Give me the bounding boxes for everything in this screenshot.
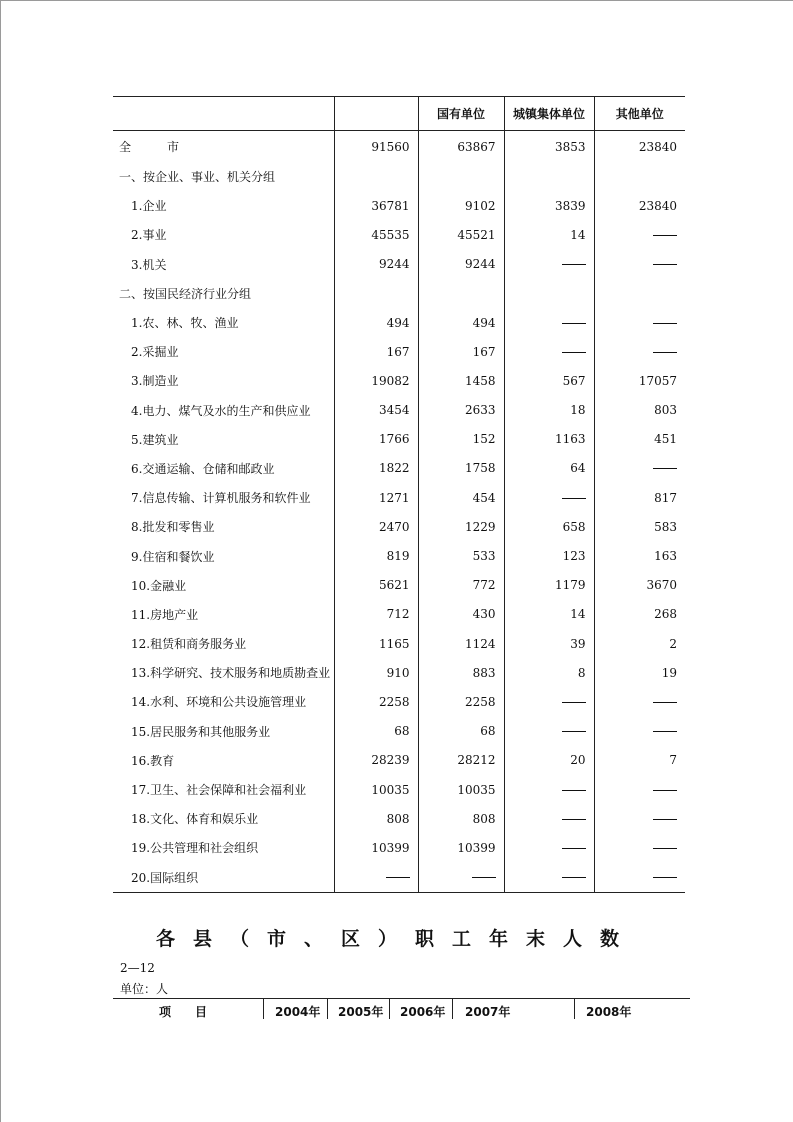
cell-collective: 123 <box>504 541 594 570</box>
cell-other <box>594 775 685 804</box>
cell-total: 10035 <box>334 775 418 804</box>
table-row <box>113 279 685 308</box>
table-header-row <box>113 97 685 131</box>
cell-state <box>418 279 504 308</box>
cell-other: 3670 <box>594 571 685 600</box>
col-divider <box>263 999 264 1019</box>
dash-mark <box>653 790 677 791</box>
cell-collective <box>504 804 594 833</box>
header-2008: 2008年 <box>586 1005 632 1019</box>
col-header-item <box>113 97 334 131</box>
cell-state: 2258 <box>418 687 504 716</box>
table-row <box>113 425 685 454</box>
row-label: 4.电力、煤气及水的生产和供应业 <box>131 403 311 418</box>
cell-other <box>594 250 685 279</box>
dash-mark <box>386 877 410 878</box>
table-code: 2—12 <box>120 961 155 975</box>
cell-collective: 1179 <box>504 571 594 600</box>
cell-other <box>594 717 685 746</box>
cell-collective <box>504 308 594 337</box>
row-label: 全 市 <box>119 140 180 154</box>
row-label: 18.文化、体育和娱乐业 <box>131 812 259 827</box>
dash-mark <box>653 702 677 703</box>
cell-state: 533 <box>418 541 504 570</box>
cell-state: 63867 <box>418 131 504 163</box>
cell-total: 712 <box>334 600 418 629</box>
row-label: 8.批发和零售业 <box>131 520 215 535</box>
table-row <box>113 512 685 541</box>
col-divider <box>389 999 390 1019</box>
cell-other <box>594 454 685 483</box>
row-label: 15.居民服务和其他服务业 <box>131 724 271 739</box>
table-row <box>113 717 685 746</box>
cell-state: 2633 <box>418 396 504 425</box>
table-row <box>113 804 685 833</box>
table-row <box>113 833 685 862</box>
table-row <box>113 629 685 658</box>
cell-state: 1758 <box>418 454 504 483</box>
row-label: 2.采掘业 <box>131 345 179 360</box>
cell-other <box>594 308 685 337</box>
cell-state: 808 <box>418 804 504 833</box>
cell-collective <box>504 337 594 366</box>
cell-other: 268 <box>594 600 685 629</box>
cell-state: 9244 <box>418 250 504 279</box>
dash-mark <box>562 264 586 265</box>
table-row <box>113 308 685 337</box>
dash-mark <box>562 790 586 791</box>
dash-mark <box>562 323 586 324</box>
cell-state: 10399 <box>418 833 504 862</box>
cell-other: 817 <box>594 483 685 512</box>
row-label: 6.交通运输、仓储和邮政业 <box>131 461 275 476</box>
cell-collective <box>504 833 594 862</box>
cell-collective: 64 <box>504 454 594 483</box>
cell-other: 7 <box>594 746 685 775</box>
table-row <box>113 396 685 425</box>
cell-collective: 8 <box>504 658 594 687</box>
cell-collective <box>504 250 594 279</box>
table-row <box>113 687 685 716</box>
table-row <box>113 775 685 804</box>
employee-table <box>113 96 685 893</box>
table-row <box>113 220 685 249</box>
cell-total: 3454 <box>334 396 418 425</box>
table-row <box>113 191 685 220</box>
cell-total: 91560 <box>334 131 418 163</box>
cell-other <box>594 833 685 862</box>
cell-state: 454 <box>418 483 504 512</box>
cell-state: 1124 <box>418 629 504 658</box>
table-row <box>113 571 685 600</box>
row-label: 1.企业 <box>131 199 167 214</box>
cell-other: 583 <box>594 512 685 541</box>
dash-mark <box>653 848 677 849</box>
cell-state: 772 <box>418 571 504 600</box>
cell-state: 167 <box>418 337 504 366</box>
cell-total: 5621 <box>334 571 418 600</box>
cell-state: 68 <box>418 717 504 746</box>
col-header-collective: 城镇集体单位 <box>504 97 594 131</box>
unit-label: 单位：人 <box>120 982 169 996</box>
col-header-other: 其他单位 <box>594 97 685 131</box>
dash-mark <box>562 848 586 849</box>
cell-other: 2 <box>594 629 685 658</box>
header-2007: 2007年 <box>465 1005 511 1019</box>
cell-collective: 1163 <box>504 425 594 454</box>
table-row <box>113 250 685 279</box>
cell-total: 28239 <box>334 746 418 775</box>
row-label: 11.房地产业 <box>131 607 199 622</box>
header-2006: 2006年 <box>400 1005 446 1019</box>
dash-mark <box>562 352 586 353</box>
col-divider <box>327 999 328 1019</box>
table-row <box>113 600 685 629</box>
cell-other: 803 <box>594 396 685 425</box>
row-label: 19.公共管理和社会组织 <box>131 841 259 856</box>
cell-collective <box>504 279 594 308</box>
row-label: 12.租赁和商务服务业 <box>131 637 247 652</box>
cell-total: 1766 <box>334 425 418 454</box>
row-label: 17.卫生、社会保障和社会福利业 <box>131 783 307 798</box>
cell-total: 9244 <box>334 250 418 279</box>
row-label: 3.机关 <box>131 257 167 272</box>
dash-mark <box>653 819 677 820</box>
cell-state: 152 <box>418 425 504 454</box>
cell-total: 36781 <box>334 191 418 220</box>
cell-other: 23840 <box>594 191 685 220</box>
row-label: 二、按国民经济行业分组 <box>119 286 252 301</box>
col-header-total <box>334 97 418 131</box>
table-row <box>113 454 685 483</box>
row-label: 5.建筑业 <box>131 432 179 447</box>
cell-collective: 14 <box>504 220 594 249</box>
cell-other: 451 <box>594 425 685 454</box>
cell-collective: 39 <box>504 629 594 658</box>
cell-total: 19082 <box>334 366 418 395</box>
dash-mark <box>472 877 496 878</box>
cell-collective: 3853 <box>504 131 594 163</box>
cell-total: 494 <box>334 308 418 337</box>
table-row <box>113 658 685 687</box>
cell-total <box>334 279 418 308</box>
cell-collective: 567 <box>504 366 594 395</box>
cell-state: 430 <box>418 600 504 629</box>
cell-state: 9102 <box>418 191 504 220</box>
cell-other: 19 <box>594 658 685 687</box>
row-label: 7.信息传输、计算机服务和软件业 <box>131 491 311 506</box>
col-header-state: 国有单位 <box>418 97 504 131</box>
cell-total: 1822 <box>334 454 418 483</box>
cell-total: 10399 <box>334 833 418 862</box>
col-divider <box>452 999 453 1019</box>
dash-mark <box>653 235 677 236</box>
table-row <box>113 746 685 775</box>
cell-collective <box>504 775 594 804</box>
table-row <box>113 162 685 191</box>
cell-other: 17057 <box>594 366 685 395</box>
dash-mark <box>653 468 677 469</box>
row-label: 16.教育 <box>131 753 175 768</box>
cell-other <box>594 279 685 308</box>
cell-collective <box>504 483 594 512</box>
cell-state: 883 <box>418 658 504 687</box>
row-label: 20.国际组织 <box>113 863 334 893</box>
col-divider <box>574 999 575 1019</box>
dash-mark <box>562 877 586 878</box>
row-label: 10.金融业 <box>131 578 187 593</box>
cell-total: 808 <box>334 804 418 833</box>
dash-mark <box>562 731 586 732</box>
dash-mark <box>653 731 677 732</box>
cell-total <box>334 863 418 893</box>
cell-total: 1165 <box>334 629 418 658</box>
table-row <box>113 366 685 395</box>
cell-state: 10035 <box>418 775 504 804</box>
dash-mark <box>653 264 677 265</box>
cell-collective <box>504 687 594 716</box>
cell-collective <box>504 717 594 746</box>
section-title: 各县（市、区）职工年末人数 <box>155 928 637 950</box>
cell-state <box>418 863 504 893</box>
table-row <box>113 863 685 893</box>
cell-total: 2470 <box>334 512 418 541</box>
row-label: 1.农、林、牧、渔业 <box>131 316 239 331</box>
cell-state: 1458 <box>418 366 504 395</box>
dash-mark <box>562 819 586 820</box>
dash-mark <box>562 702 586 703</box>
cell-state: 45521 <box>418 220 504 249</box>
table-row <box>113 483 685 512</box>
cell-collective: 658 <box>504 512 594 541</box>
header-2005: 2005年 <box>338 1005 384 1019</box>
table-row <box>113 541 685 570</box>
cell-collective: 14 <box>504 600 594 629</box>
cell-total: 45535 <box>334 220 418 249</box>
cell-state: 494 <box>418 308 504 337</box>
cell-other <box>594 804 685 833</box>
cell-total: 2258 <box>334 687 418 716</box>
cell-other <box>594 220 685 249</box>
next-table-header <box>113 998 690 1019</box>
row-label: 14.水利、环境和公共设施管理业 <box>131 695 307 710</box>
row-label: 13.科学研究、技术服务和地质勘查业 <box>131 666 331 681</box>
row-label: 一、按企业、事业、机关分组 <box>119 170 276 185</box>
row-label: 2.事业 <box>131 228 167 243</box>
cell-total: 819 <box>334 541 418 570</box>
header-item: 项 目 <box>159 1005 208 1019</box>
cell-other <box>594 863 685 893</box>
dash-mark <box>562 498 586 499</box>
cell-other <box>594 162 685 191</box>
header-2004: 2004年 <box>275 1005 321 1019</box>
cell-other <box>594 687 685 716</box>
cell-collective <box>504 162 594 191</box>
table-row <box>113 337 685 366</box>
cell-collective: 20 <box>504 746 594 775</box>
cell-state: 1229 <box>418 512 504 541</box>
table-row <box>113 131 685 163</box>
cell-collective <box>504 863 594 893</box>
dash-mark <box>653 323 677 324</box>
dash-mark <box>653 877 677 878</box>
cell-total: 167 <box>334 337 418 366</box>
dash-mark <box>653 352 677 353</box>
cell-state <box>418 162 504 191</box>
cell-state: 28212 <box>418 746 504 775</box>
cell-total: 1271 <box>334 483 418 512</box>
cell-total <box>334 162 418 191</box>
row-label: 3.制造业 <box>131 374 179 389</box>
cell-other <box>594 337 685 366</box>
cell-total: 68 <box>334 717 418 746</box>
row-label: 9.住宿和餐饮业 <box>131 549 215 564</box>
cell-other: 163 <box>594 541 685 570</box>
cell-total: 910 <box>334 658 418 687</box>
cell-other: 23840 <box>594 131 685 163</box>
cell-collective: 18 <box>504 396 594 425</box>
cell-collective: 3839 <box>504 191 594 220</box>
